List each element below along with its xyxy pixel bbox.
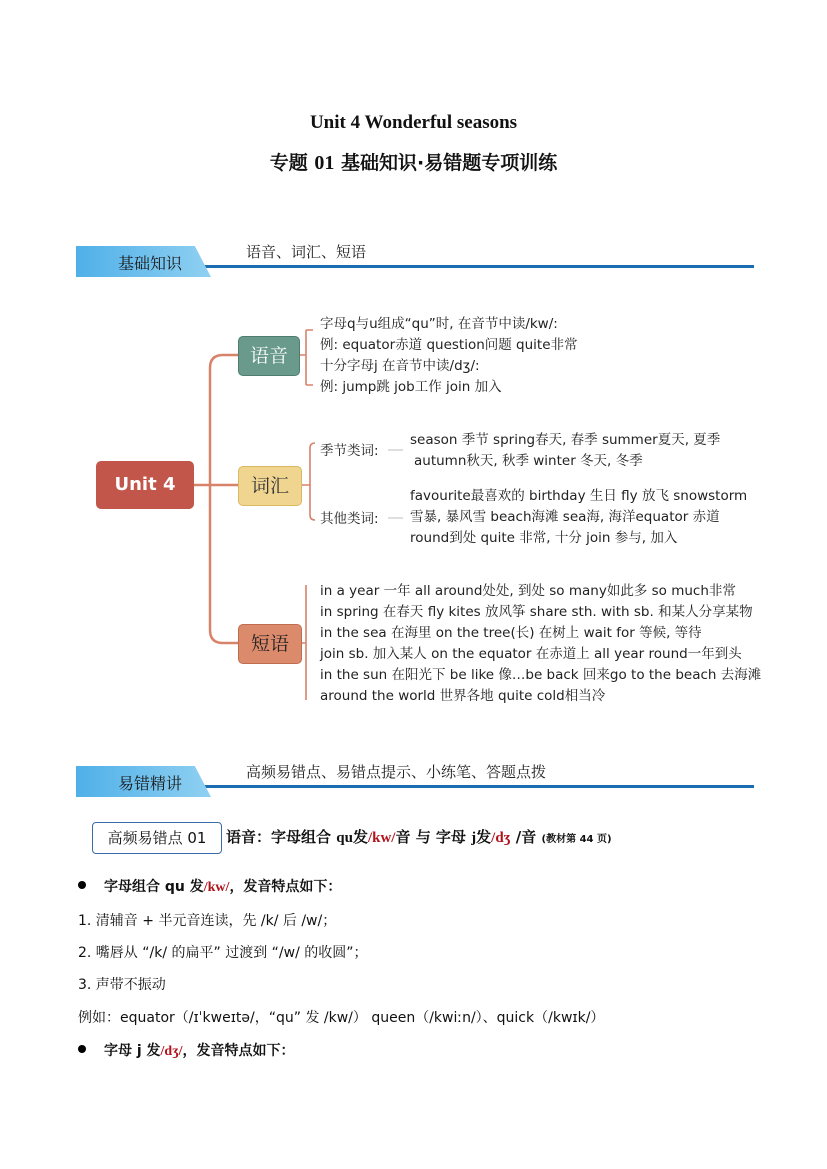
phoneme-dz: /dʒ/ [160,1044,183,1059]
connector-phonics [210,355,238,485]
subtitle-prefix: 专题 [269,152,308,174]
title-part: 发 [352,828,368,846]
other-words [410,486,747,549]
subtitle-number: 01 [314,152,335,174]
bullet-heading-j [104,1040,295,1060]
phrase-line: around the world 世界各地 quite cold相当冷 [320,688,606,704]
bracket-vocab [300,443,315,520]
mindmap-node-phrases: 短语 [238,624,302,664]
feature-item: 2. 嘴唇从 “/k/ 的扁平” 过渡到 “/w/ 的收圆”； [78,945,368,961]
heading-part: 字母 j 发 [104,1043,161,1059]
phoneme-dz: /dʒ [491,830,511,846]
title-part: 语音：字母组合 [226,828,332,846]
title-part: 发 [476,828,492,846]
section-tag-errors-label: 易错精讲 [118,774,183,793]
feature-item: 3. 声带不振动 [78,977,166,993]
heading-part: 字母组合 qu 发 [104,879,204,895]
season-line: season 季节 spring春天, 春季 summer夏天, 夏季 [410,432,721,448]
subtitle-text: 基础知识·易错题专项训练 [341,152,558,174]
phonics-line: 字母q与u组成“qu”时, 在音节中读/kw/: [320,316,558,332]
heading-part: ，发音特点如下： [182,1043,295,1059]
season-words [410,430,720,472]
phonics-line: 例: equator赤道 question问题 quite非常 [320,337,578,353]
bullet-heading-qu [104,876,341,896]
connector-phrases [210,485,238,643]
phonics-line: 十分字母j 在音节中读/dʒ/: [320,358,480,374]
mindmap-root-node: Unit 4 [96,461,194,509]
section-tag-basics-label: 基础知识 [118,254,183,273]
textbook-reference: (教材第 44 页) [541,834,612,845]
phoneme-kw: /kw/ [203,880,230,895]
example-line: 例如：equator（/ɪˈkweɪtə/，“qu” 发 /kw/） queen（/kwiːn/）、quick（/kwɪk/） [78,1010,605,1026]
season-line: autumn秋天, 秋季 winter 冬天, 冬季 [414,453,643,469]
error-point-title [226,826,612,847]
other-line: round到处 quite 非常, 十分 join 参与, 加入 [410,530,678,546]
other-line: favourite最喜欢的 birthday 生日 fly 放飞 snowstorm [410,488,748,504]
title-part: 音 与 字母 [395,828,466,846]
phonics-notes [320,314,578,398]
phrase-line: in the sea 在海里 on the tree(长) 在树上 wait for 等候, 等待 [320,625,702,641]
title-part: qu [336,830,353,846]
phrase-notes [320,581,761,707]
feature-item: 1. 清辅音 + 半元音连读，先 /k/ 后 /w/； [78,913,337,929]
phrase-line: in the sun 在阳光下 be like 像…be back 回来go to the beach 去海滩 [320,667,762,683]
mindmap-node-phonics: 语音 [238,336,300,376]
title-part: j [471,830,477,846]
bullet-icon [78,881,86,889]
title-part: /音 [515,828,537,846]
page-title: Unit 4 Wonderful seasons [309,112,518,133]
section-subtitle-errors: 高频易错点、易错点提示、小练笔、答题点拨 [246,763,547,781]
phrase-line: join sb. 加入某人 on the equator 在赤道上 all year round一年到头 [320,646,742,662]
bracket-phonics [298,330,313,385]
heading-part: ，发音特点如下： [229,879,342,895]
bullet-icon [78,1045,86,1053]
season-words-label: 季节类词: [320,443,379,459]
mindmap-node-vocab: 词汇 [238,466,302,506]
section-subtitle-basics: 语音、词汇、短语 [246,243,367,261]
error-point-box: 高频易错点 01 [92,822,222,854]
phonics-line: 例: jump跳 job工作 join 加入 [320,379,502,395]
phrase-line: in spring 在春天 fly kites 放风筝 share sth. with sb. 和某人分享某物 [320,604,753,620]
other-words-label: 其他类词: [320,511,379,527]
other-line: 雪暴, 暴风雪 beach海滩 sea海, 海洋equator 赤道 [410,509,720,525]
phoneme-kw: /kw/ [367,830,396,846]
phrase-line: in a year 一年 all around处处, 到处 so many如此多 so much非常 [320,583,736,599]
